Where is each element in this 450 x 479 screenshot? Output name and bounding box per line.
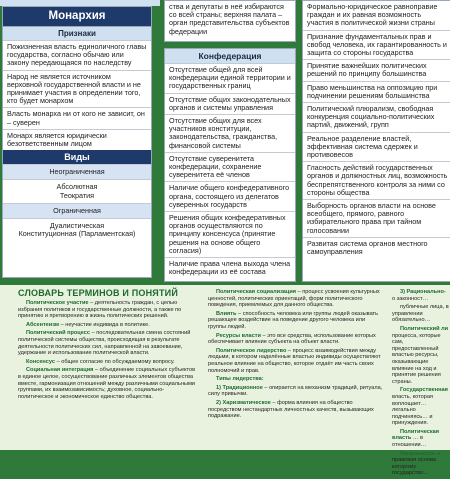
glossary-definition: – общее согласие по обсуждаемому вопросу. — [55, 358, 175, 365]
monarchy-sign-item: Власть монарха ни от кого не зависит, он – суверен — [3, 107, 151, 128]
glossary-entry — [18, 322, 198, 329]
glossary-term: Социальная интеграция — [26, 367, 94, 374]
monarchy-sign-item: Монарх является юридически безответственным лицом — [3, 129, 151, 150]
glossary-entry — [18, 367, 198, 400]
confederation-item: Решения общих конфедеративных органов осуществляются по принципу консенсуса (принятие решения на основе общего согласия) — [165, 211, 295, 257]
glossary-entry — [392, 304, 450, 324]
confederation-item: Отсутствие общих для всех участников конституции, законодательства, гражданства, финансовой системы — [165, 114, 295, 152]
glossary-title: СЛОВАРЬ ТЕРМИНОВ И ПОНЯТИЙ — [18, 288, 179, 298]
monarchy-type-item: Абсолютная Теократия — [3, 179, 151, 202]
democracy-item: Признание фундаментальных прав и свобод человека, их гарантированность и защита со стороны государства — [303, 30, 450, 60]
democracy-item: Принятие важнейших политических решений по принципу большинства — [303, 59, 450, 80]
glossary-term: Абсентеизм — [26, 321, 60, 328]
confederation-item: Наличие общего конфедеративного органа, состоящего из делегатов суверенных государств — [165, 181, 295, 211]
glossary — [0, 285, 450, 477]
democracy-column — [298, 0, 450, 285]
signs-header: Признаки — [3, 26, 151, 40]
confederation-item: Отсутствие общих законодательных органов и системы управления — [165, 93, 295, 114]
democracy-item: Формально-юридическое равноправие граждан и их равная возможность участия в политической жизни страны — [307, 2, 438, 28]
glossary-term: Политическое лидерство — [216, 347, 287, 354]
glossary-definition: – опирается на механизм традиций, ритуала, силу привычки. — [208, 384, 383, 398]
glossary-entry — [392, 387, 450, 427]
glossary-term: 2) Харизматическое — [216, 399, 271, 406]
monarchy-card — [2, 6, 152, 278]
glossary-definition: – процесс взаимодействия между людьми, в котором наделённые властью индивиды осуществляют реальное влияние на общество, которое отдаёт им часть своих полномочий и прав. — [208, 347, 381, 374]
democracy-item: Реальное разделение властей, эффективная система сдержек и противовесов — [303, 132, 450, 162]
glossary-definition: о законност… — [392, 295, 429, 302]
glossary-definition: публичные лица, в управлении обязательно… — [392, 304, 449, 324]
monarchy-title: Монархия — [3, 7, 151, 26]
glossary-entry — [208, 400, 384, 420]
democracy-item: Политический плюрализм, свободная конкуренция социально-политических партий, движений, групп — [303, 102, 450, 132]
glossary-entry — [18, 300, 198, 320]
glossary-entry — [208, 376, 384, 383]
democracy-item: Развитая система органов местного самоуправления — [303, 237, 450, 258]
confederation-title: Конфедерация — [165, 49, 295, 63]
glossary-definition: процесса, которые сам, предоставленный властью ресурсы, оказывающие влияние на ход и принятие решения страны. — [392, 332, 441, 385]
glossary-term: Политический процесс — [26, 330, 91, 337]
confederation-item: Отсутствие суверенитета конфедерации, сохранение суверенитета её членов — [165, 152, 295, 182]
glossary-definition: – это все средства, использование которых обеспечивает влияние субъекта на объект власти. — [208, 332, 376, 346]
types-list — [3, 164, 151, 241]
glossary-entry — [18, 359, 198, 366]
signs-list — [3, 40, 151, 150]
confederation-list — [165, 63, 295, 278]
glossary-entry — [392, 429, 450, 449]
glossary-entry — [392, 451, 450, 477]
glossary-entry — [208, 311, 384, 331]
glossary-definition: – способность человека или группы людей оказывать решающее воздействие на поведение другого человека или группы людей. — [208, 310, 379, 330]
glossary-term: Политическая власть — [392, 428, 440, 442]
confederation-column — [160, 0, 298, 285]
confederation-card — [164, 48, 296, 282]
monarchy-sign-item: Народ не является источником верховной государственной власти и не принимает участия в определении того, кто будет монархом — [3, 70, 151, 108]
glossary-term: Легальность — [400, 450, 436, 457]
glossary-term: Политическое участие — [26, 300, 89, 306]
glossary-column-1 — [18, 300, 198, 402]
glossary-definition: – форма влияния на общество посредством нестандартных личностных качеств, вызывающих подражание. — [208, 399, 374, 420]
glossary-entry — [18, 330, 198, 356]
democracy-item: Гласность действий государственных органов и должностных лиц, возможность беспрепятственного контроля за ними со стороны общества — [303, 161, 450, 199]
glossary-definition: – последовательная смена состояний политической системы общества, происходящая в результате деятельности политических сил, направленной на завоевание, удержание и использование политической власти. — [18, 330, 191, 357]
democracy-item: Право меньшинства на оппозицию при подчинении решениям большинства — [303, 81, 450, 102]
glossary-definition: – процесс усвоения культурных ценностей, политических ориентаций, форм политического поведения, приемлемых для данного общества. — [208, 289, 380, 309]
glossary-term: Государственная — [400, 387, 448, 394]
monarchy-type-item: Ограниченная — [3, 203, 151, 218]
glossary-column-3 — [392, 289, 450, 479]
glossary-entry — [208, 289, 384, 309]
glossary-entry — [208, 333, 384, 346]
democracy-item: Выборность органов власти на основе всеобщего, прямого, равного избирательного права при тайном голосовании — [303, 199, 450, 237]
monarchy-sign-item: Пожизненная власть единоличного главы государства, согласно обычаю или закону передающаяся по наследству — [3, 40, 151, 70]
glossary-definition: власть, которая воплощает… легально подчиняясь… и принуждения. — [392, 393, 433, 427]
glossary-entry — [208, 385, 384, 398]
glossary-term: Политический ли — [400, 325, 449, 332]
glossary-term: Консенсус — [26, 358, 56, 365]
federation-tail-text: ства и депутаты в неё избираются со всей страны; верхняя палата – орган представительства субъектов федерации — [169, 2, 290, 36]
glossary-term: 1) Традиционное — [216, 384, 263, 391]
glossary-entry — [208, 348, 384, 374]
confederation-item: Наличие права члена выхода члена конфедерации из её состава — [165, 257, 295, 278]
types-header: Виды — [3, 150, 151, 164]
glossary-term: Ресурсы власти — [216, 332, 261, 339]
monarchy-column — [0, 0, 160, 285]
federation-tail-card — [164, 0, 296, 42]
glossary-definition: – деятельность граждан, с целью избрания политиков и государственные должности, а также по принятию и претворению в жизнь политических решений. — [18, 300, 182, 320]
glossary-definition: – правовая основа которому государство… — [392, 450, 441, 477]
glossary-entry — [392, 289, 450, 302]
glossary-entry — [392, 326, 450, 385]
monarchy-type-item: Дуалистическая Конституционная (Парламентская) — [3, 218, 151, 241]
glossary-term: Политическая социализация — [216, 289, 297, 295]
glossary-column-2 — [208, 289, 384, 422]
glossary-definition: – объединение социальных субъектов в единое целое, сосуществование различных элементов общества вместе, гармонизация отношений между различными социальными группами, их взаимозависимость; духовное, социально-политическое и экономическое единство общества. — [18, 367, 196, 400]
glossary-term: Влиять — [216, 310, 237, 317]
democracy-list — [303, 1, 450, 258]
glossary-term: 3) Рационально- — [400, 289, 446, 295]
democracy-card — [302, 0, 450, 282]
confederation-item: Отсутствие общей для всей конфедерации единой территории и государственных границ — [165, 63, 295, 93]
monarchy-type-item: Неограниченная — [3, 164, 151, 179]
glossary-definition: – неучастие индивида в политике. — [59, 321, 150, 328]
glossary-term: Типы лидерства: — [216, 376, 264, 383]
glossary-definition: … в отношении… — [392, 435, 427, 449]
